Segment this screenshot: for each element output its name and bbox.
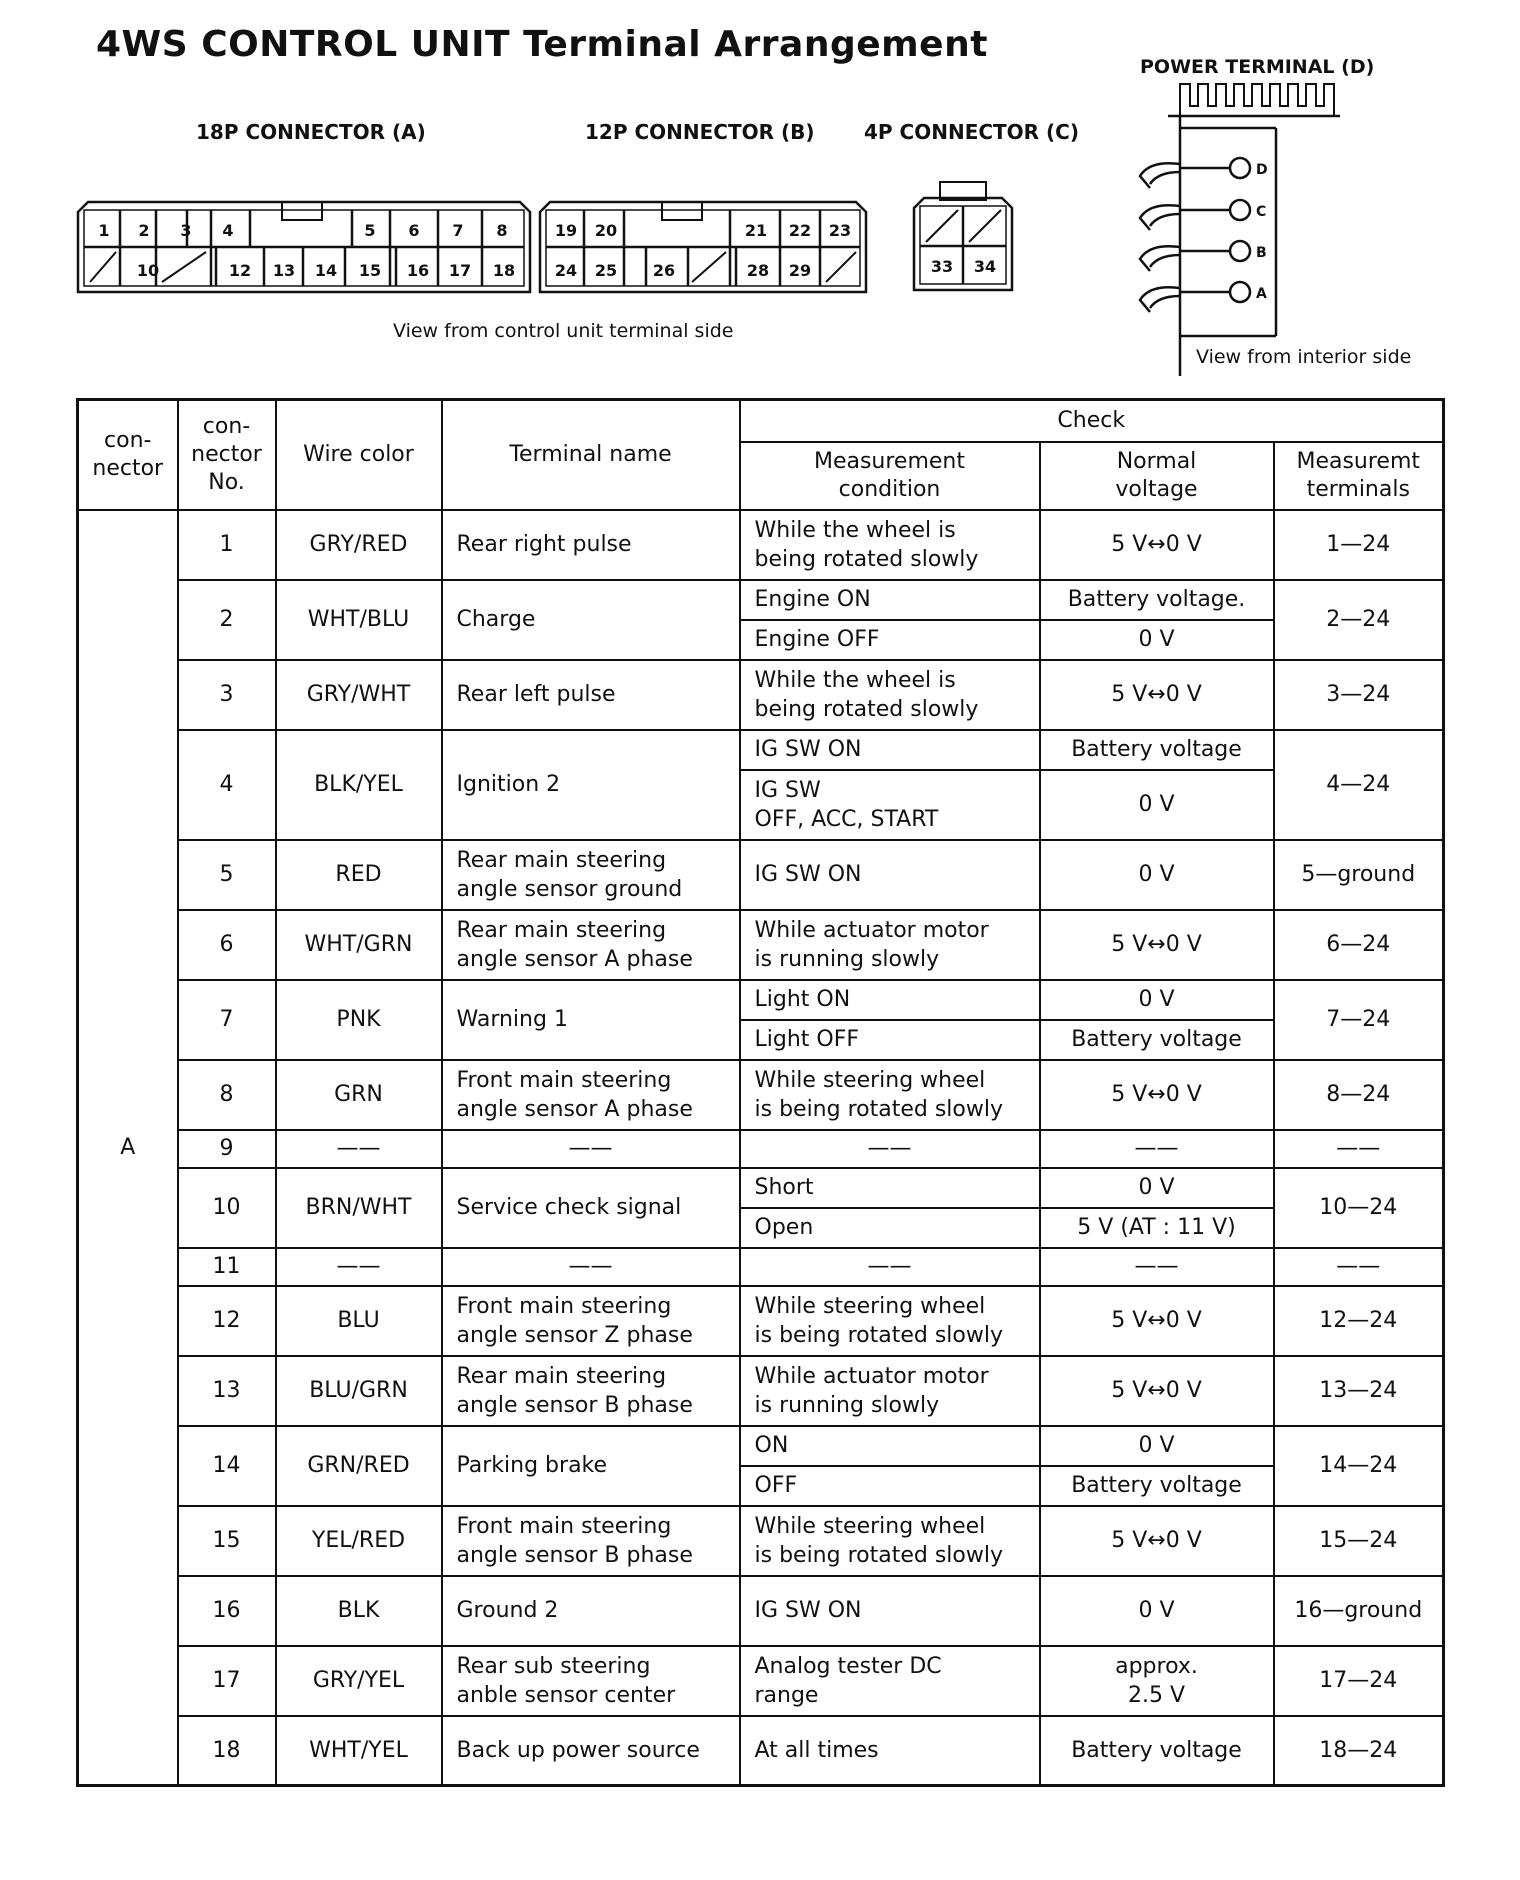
wire-color-cell: WHT/BLU: [276, 580, 442, 660]
pin-a-5: 5: [364, 221, 376, 240]
measurement-terminals-cell: 10—24: [1274, 1168, 1444, 1248]
header-check: Check: [740, 400, 1444, 442]
connector-b-label: 12P CONNECTOR (B): [585, 120, 815, 144]
normal-voltage-cell: ——: [1040, 1248, 1274, 1286]
pin-b-29: 29: [788, 261, 812, 280]
table-row: [78, 1426, 1444, 1466]
pin-c-33: 33: [930, 257, 954, 276]
terminal-name-cell: Rear sub steering anble sensor center: [442, 1646, 740, 1716]
connector-no-cell: 9: [178, 1130, 276, 1168]
pin-b-22: 22: [788, 221, 812, 240]
pin-b-21: 21: [744, 221, 768, 240]
header-connector-no: con- nector No.: [178, 400, 276, 510]
table-body: [78, 510, 1444, 1786]
terminal-name-cell: Rear right pulse: [442, 510, 740, 580]
pin-a-1: 1: [98, 221, 110, 240]
connector-no-cell: 17: [178, 1646, 276, 1716]
terminal-name-cell: Service check signal: [442, 1168, 740, 1248]
measurement-terminals-cell: ——: [1274, 1130, 1444, 1168]
normal-voltage-cell: 5 V↔0 V: [1040, 1356, 1274, 1426]
table-row: [78, 1576, 1444, 1646]
measurement-condition-cell: While actuator motor is running slowly: [740, 1356, 1040, 1426]
measurement-condition-cell: ——: [740, 1248, 1040, 1286]
normal-voltage-cell: ——: [1040, 1130, 1274, 1168]
wire-color-cell: YEL/RED: [276, 1506, 442, 1576]
table-row: [78, 1168, 1444, 1208]
table-row: [78, 840, 1444, 910]
header-measurement-terminals: Measuremt terminals: [1274, 442, 1444, 510]
wire-color-cell: GRY/WHT: [276, 660, 442, 730]
connector-no-cell: 8: [178, 1060, 276, 1130]
measurement-condition-cell: While the wheel is being rotated slowly: [740, 660, 1040, 730]
terminal-name-cell: Charge: [442, 580, 740, 660]
terminal-spec-table: [76, 398, 1445, 1787]
terminal-name-cell: ——: [442, 1130, 740, 1168]
pin-a-18: 18: [492, 261, 516, 280]
normal-voltage-cell: 5 V↔0 V: [1040, 1506, 1274, 1576]
measurement-terminals-cell: 15—24: [1274, 1506, 1444, 1576]
table-row: [78, 1286, 1444, 1356]
pin-a-12: 12: [228, 261, 252, 280]
table-row: [78, 510, 1444, 580]
pin-a-14: 14: [314, 261, 338, 280]
connector-b: [540, 202, 866, 292]
measurement-condition-cell: At all times: [740, 1716, 1040, 1786]
table-row: [78, 1716, 1444, 1786]
measurement-terminals-cell: 16—ground: [1274, 1576, 1444, 1646]
pin-a-10: 10: [136, 261, 160, 280]
connector-no-cell: 14: [178, 1426, 276, 1506]
terminal-name-cell: Rear main steering angle sensor B phase: [442, 1356, 740, 1426]
measurement-terminals-cell: 1—24: [1274, 510, 1444, 580]
normal-voltage-cell: 5 V↔0 V: [1040, 510, 1274, 580]
connector-no-cell: 5: [178, 840, 276, 910]
measurement-terminals-cell: 2—24: [1274, 580, 1444, 660]
terminal-name-cell: Parking brake: [442, 1426, 740, 1506]
pin-c-34: 34: [973, 257, 997, 276]
connector-c: [914, 182, 1012, 290]
pin-a-6: 6: [408, 221, 420, 240]
pin-b-23: 23: [828, 221, 852, 240]
connector-d-label: POWER TERMINAL (D): [1140, 56, 1375, 78]
header-connector: con- nector: [78, 400, 178, 510]
connector-no-cell: 16: [178, 1576, 276, 1646]
measurement-condition-cell: Analog tester DC range: [740, 1646, 1040, 1716]
measurement-condition-cell: While steering wheel is being rotated slowly: [740, 1506, 1040, 1576]
connector-no-cell: 1: [178, 510, 276, 580]
pin-a-8: 8: [496, 221, 508, 240]
measurement-condition-cell: Open: [740, 1208, 1040, 1248]
normal-voltage-cell: 0 V: [1040, 620, 1274, 660]
power-terminal-view-note: View from interior side: [1196, 346, 1412, 368]
measurement-condition-cell: ——: [740, 1130, 1040, 1168]
table-row: [78, 660, 1444, 730]
table-row: [78, 1248, 1444, 1286]
table-row: [78, 730, 1444, 770]
measurement-condition-cell: Short: [740, 1168, 1040, 1208]
header-wire-color: Wire color: [276, 400, 442, 510]
pin-a-16: 16: [406, 261, 430, 280]
wire-color-cell: BLU: [276, 1286, 442, 1356]
wire-color-cell: GRN/RED: [276, 1426, 442, 1506]
wire-color-cell: ——: [276, 1130, 442, 1168]
terminal-name-cell: Ignition 2: [442, 730, 740, 840]
connector-no-cell: 12: [178, 1286, 276, 1356]
wire-color-cell: GRY/YEL: [276, 1646, 442, 1716]
measurement-condition-cell: While steering wheel is being rotated slowly: [740, 1060, 1040, 1130]
normal-voltage-cell: Battery voltage.: [1040, 580, 1274, 620]
connector-no-cell: 10: [178, 1168, 276, 1248]
terminal-name-cell: Rear main steering angle sensor A phase: [442, 910, 740, 980]
pin-d-a: A: [1256, 286, 1267, 302]
normal-voltage-cell: 0 V: [1040, 840, 1274, 910]
connector-diagram: [0, 0, 1520, 390]
table-row: [78, 1506, 1444, 1576]
wire-color-cell: WHT/GRN: [276, 910, 442, 980]
wire-color-cell: BRN/WHT: [276, 1168, 442, 1248]
measurement-condition-cell: Light OFF: [740, 1020, 1040, 1060]
measurement-terminals-cell: 6—24: [1274, 910, 1444, 980]
table-row: [78, 1130, 1444, 1168]
pin-a-17: 17: [448, 261, 472, 280]
pin-b-26: 26: [652, 261, 676, 280]
normal-voltage-cell: Battery voltage: [1040, 1020, 1274, 1060]
measurement-condition-cell: While actuator motor is running slowly: [740, 910, 1040, 980]
pin-d-b: B: [1256, 245, 1267, 261]
connector-view-note: View from control unit terminal side: [393, 320, 734, 342]
normal-voltage-cell: 5 V↔0 V: [1040, 1286, 1274, 1356]
measurement-condition-cell: Engine OFF: [740, 620, 1040, 660]
connector-no-cell: 13: [178, 1356, 276, 1426]
terminal-name-cell: Warning 1: [442, 980, 740, 1060]
normal-voltage-cell: 0 V: [1040, 1426, 1274, 1466]
pin-a-3: 3: [180, 221, 192, 240]
measurement-condition-cell: IG SW ON: [740, 1576, 1040, 1646]
wire-color-cell: PNK: [276, 980, 442, 1060]
measurement-terminals-cell: 18—24: [1274, 1716, 1444, 1786]
normal-voltage-cell: Battery voltage: [1040, 1716, 1274, 1786]
pin-a-4: 4: [222, 221, 234, 240]
measurement-terminals-cell: 12—24: [1274, 1286, 1444, 1356]
measurement-condition-cell: Light ON: [740, 980, 1040, 1020]
measurement-terminals-cell: 8—24: [1274, 1060, 1444, 1130]
table-row: [78, 1060, 1444, 1130]
pin-b-19: 19: [554, 221, 578, 240]
wire-color-cell: ——: [276, 1248, 442, 1286]
measurement-condition-cell: ON: [740, 1426, 1040, 1466]
measurement-condition-cell: OFF: [740, 1466, 1040, 1506]
terminal-name-cell: Rear left pulse: [442, 660, 740, 730]
measurement-condition-cell: IG SW ON: [740, 840, 1040, 910]
connector-no-cell: 3: [178, 660, 276, 730]
connector-no-cell: 18: [178, 1716, 276, 1786]
terminal-name-cell: ——: [442, 1248, 740, 1286]
measurement-condition-cell: IG SW ON: [740, 730, 1040, 770]
measurement-condition-cell: While steering wheel is being rotated slowly: [740, 1286, 1040, 1356]
measurement-condition-cell: IG SW OFF, ACC, START: [740, 770, 1040, 840]
table-row: [78, 910, 1444, 980]
table-row: [78, 580, 1444, 620]
terminal-name-cell: Front main steering angle sensor A phase: [442, 1060, 740, 1130]
normal-voltage-cell: 0 V: [1040, 980, 1274, 1020]
measurement-terminals-cell: 3—24: [1274, 660, 1444, 730]
pin-d-d: D: [1256, 162, 1268, 178]
terminal-name-cell: Rear main steering angle sensor ground: [442, 840, 740, 910]
wire-color-cell: WHT/YEL: [276, 1716, 442, 1786]
pin-b-24: 24: [554, 261, 578, 280]
connector-d: [1140, 84, 1340, 376]
measurement-terminals-cell: ——: [1274, 1248, 1444, 1286]
measurement-terminals-cell: 4—24: [1274, 730, 1444, 840]
table-row: [78, 980, 1444, 1020]
wire-color-cell: RED: [276, 840, 442, 910]
pin-a-13: 13: [272, 261, 296, 280]
connector-a-label: 18P CONNECTOR (A): [196, 120, 426, 144]
terminal-name-cell: Back up power source: [442, 1716, 740, 1786]
pin-a-2: 2: [138, 221, 150, 240]
measurement-terminals-cell: 7—24: [1274, 980, 1444, 1060]
connector-no-cell: 15: [178, 1506, 276, 1576]
wire-color-cell: GRN: [276, 1060, 442, 1130]
table-row: [78, 1646, 1444, 1716]
wire-color-cell: BLU/GRN: [276, 1356, 442, 1426]
wire-color-cell: GRY/RED: [276, 510, 442, 580]
terminal-name-cell: Front main steering angle sensor Z phase: [442, 1286, 740, 1356]
terminal-name-cell: Front main steering angle sensor B phase: [442, 1506, 740, 1576]
table-row: [78, 1356, 1444, 1426]
measurement-condition-cell: While the wheel is being rotated slowly: [740, 510, 1040, 580]
measurement-terminals-cell: 14—24: [1274, 1426, 1444, 1506]
pin-a-7: 7: [452, 221, 464, 240]
connector-c-label: 4P CONNECTOR (C): [864, 120, 1079, 144]
pin-a-15: 15: [358, 261, 382, 280]
connector-cell: A: [78, 510, 178, 1786]
connector-no-cell: 11: [178, 1248, 276, 1286]
pin-d-c: C: [1256, 204, 1267, 220]
header-normal-voltage: Normal voltage: [1040, 442, 1274, 510]
normal-voltage-cell: 0 V: [1040, 770, 1274, 840]
pin-b-25: 25: [594, 261, 618, 280]
normal-voltage-cell: Battery voltage: [1040, 730, 1274, 770]
measurement-condition-cell: Engine ON: [740, 580, 1040, 620]
connector-no-cell: 6: [178, 910, 276, 980]
pin-b-28: 28: [746, 261, 770, 280]
normal-voltage-cell: 5 V (AT : 11 V): [1040, 1208, 1274, 1248]
pin-b-20: 20: [594, 221, 618, 240]
measurement-terminals-cell: 13—24: [1274, 1356, 1444, 1426]
normal-voltage-cell: approx. 2.5 V: [1040, 1646, 1274, 1716]
header-measurement-condition: Measurement condition: [740, 442, 1040, 510]
normal-voltage-cell: 5 V↔0 V: [1040, 910, 1274, 980]
connector-no-cell: 7: [178, 980, 276, 1060]
measurement-terminals-cell: 17—24: [1274, 1646, 1444, 1716]
normal-voltage-cell: 5 V↔0 V: [1040, 660, 1274, 730]
measurement-terminals-cell: 5—ground: [1274, 840, 1444, 910]
header-terminal-name: Terminal name: [442, 400, 740, 510]
wire-color-cell: BLK/YEL: [276, 730, 442, 840]
normal-voltage-cell: 0 V: [1040, 1168, 1274, 1208]
connector-no-cell: 4: [178, 730, 276, 840]
wire-color-cell: BLK: [276, 1576, 442, 1646]
normal-voltage-cell: 0 V: [1040, 1576, 1274, 1646]
terminal-name-cell: Ground 2: [442, 1576, 740, 1646]
page-title: 4WS CONTROL UNIT Terminal Arrangement: [96, 24, 988, 65]
normal-voltage-cell: Battery voltage: [1040, 1466, 1274, 1506]
connector-no-cell: 2: [178, 580, 276, 660]
normal-voltage-cell: 5 V↔0 V: [1040, 1060, 1274, 1130]
